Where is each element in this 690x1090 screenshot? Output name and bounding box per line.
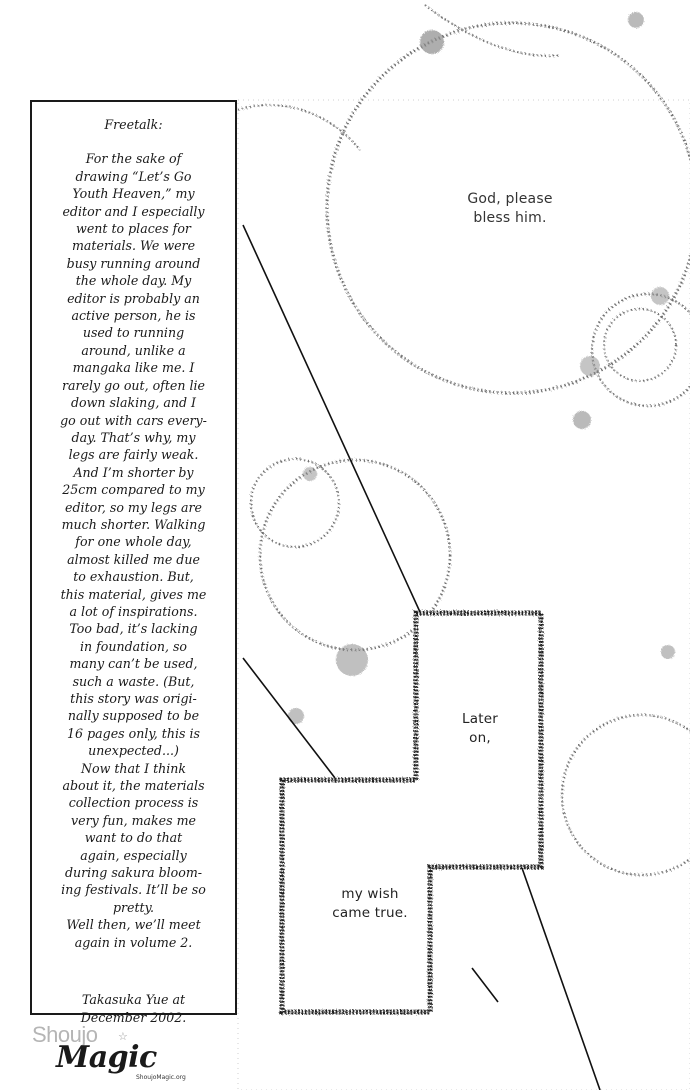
watermark-shoujo-text: Shoujo — [32, 1022, 98, 1047]
lower-right-bubble — [562, 715, 690, 875]
top-left-arc — [238, 105, 360, 150]
speed-line — [522, 868, 600, 1090]
speed-line — [472, 968, 498, 1002]
freetalk-signature: Takasuka Yue at December 2002. — [80, 992, 187, 1025]
shoujo-magic-watermark — [30, 1022, 186, 1088]
small-bubble-right — [604, 309, 676, 381]
cross-panel — [282, 613, 541, 1012]
freetalk-box — [30, 100, 237, 1025]
tone-spot — [336, 644, 368, 676]
speed-line — [243, 658, 335, 778]
freetalk-body: For the sake of drawing “Let’s Go Youth Heaven,” my editor and I especially went to places for materials. We were busy running around the whole day. My editor is probably an active person, he is used to running around, unlike a mangaka like me. I rarely go out, often lie down slaking, and I go out with cars every- day. That’s why, my legs are fairly weak. And I’m shorter by 25cm compared to my editor, so my legs are much shorter. Walking for one whole day, almost killed me due to exhaustion. But, this material, gives me a lot of inspirations. Too bad, it’s lacking in foundation, so many can’t be used, such a waste. (But, this story was origi- nally supposed to be 16 pages only, this is unexpected...) Now that I think about it, the materials collection process is very fun, makes me want to do that again, especially during sakura bloom- ing festivals. It’ll be so pretty. Well then, we’ll meet again in volume 2. — [60, 151, 207, 950]
watermark-magic-text: Magic — [56, 1040, 157, 1075]
tone-spot — [288, 708, 304, 724]
caption-later-on: Later on, — [462, 711, 498, 746]
watermark-url: ShoujoMagic.org — [136, 1074, 186, 1081]
tone-spot — [420, 30, 444, 54]
top-right-arc — [425, 5, 560, 56]
tone-spot — [573, 411, 591, 429]
star-icon: ☆ — [118, 1030, 128, 1043]
freetalk-title: Freetalk: — [104, 117, 163, 132]
caption-wish-came-true: my wish came true. — [332, 886, 408, 921]
caption-god-bless: God, please bless him. — [467, 191, 553, 226]
tone-spot — [661, 645, 675, 659]
speed-line — [243, 225, 420, 612]
tone-spot — [303, 467, 317, 481]
small-bubble-left — [251, 459, 339, 547]
tone-spot — [651, 287, 669, 305]
tone-spot — [628, 12, 644, 28]
tone-spot — [580, 356, 600, 376]
